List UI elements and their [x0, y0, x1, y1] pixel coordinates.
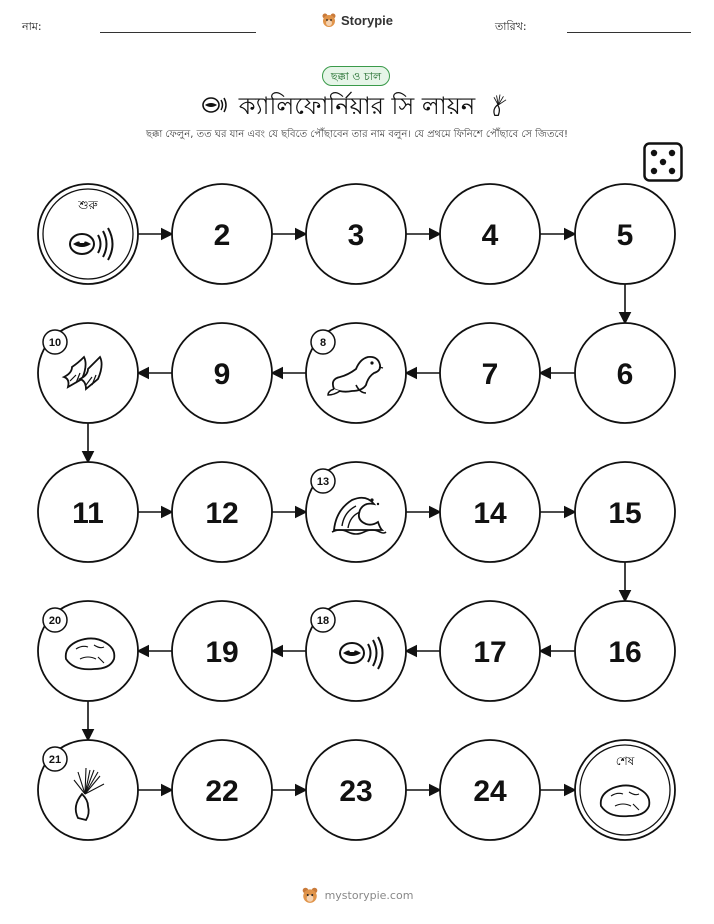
board-cell-14[interactable] — [440, 462, 540, 562]
board-cell-9[interactable] — [172, 323, 272, 423]
footer — [0, 886, 714, 904]
board-cell-4[interactable] — [440, 184, 540, 284]
cell-number: 11 — [72, 497, 104, 530]
cell-number: 19 — [205, 636, 239, 669]
cell-number-badge: 20 — [48, 615, 62, 627]
cell-number-badge: 8 — [319, 337, 327, 349]
board-cell-16[interactable] — [575, 601, 675, 701]
cell-number-badge: 18 — [316, 615, 330, 627]
board-cell-23[interactable] — [306, 740, 406, 840]
cell-number: 4 — [481, 219, 499, 252]
page-title: ক্যালিফোর্নিয়ার সি লায়ন — [238, 92, 476, 120]
start-label: শুরু — [78, 198, 98, 212]
cell-number: 7 — [481, 358, 499, 391]
footer-url[interactable]: mystorypie.com — [324, 888, 414, 902]
brand-name: Storypie — [340, 12, 393, 28]
cell-number-badge: 10 — [48, 337, 62, 349]
start-cell[interactable] — [38, 184, 138, 284]
board-cell-3[interactable] — [306, 184, 406, 284]
board-cell-24[interactable] — [440, 740, 540, 840]
board-cell-8[interactable] — [306, 323, 406, 423]
rock-icon — [601, 785, 650, 816]
board-cell-17[interactable] — [440, 601, 540, 701]
board-cells — [38, 184, 675, 840]
instructions: ছক্কা ফেলুন, তত ঘর যান এবং যে ছবিতে পৌঁছাবেন তার নাম বলুন। যে প্রথমে ফিনিশে পৌঁছাবে সে জিতবে! — [145, 129, 569, 140]
cell-number: 24 — [473, 775, 507, 808]
board-cell-20[interactable] — [38, 601, 138, 701]
cell-number-badge: 21 — [48, 754, 62, 766]
cell-number: 6 — [616, 358, 634, 391]
finish-label: শেষ — [615, 754, 635, 768]
cell-number: 2 — [213, 219, 231, 252]
cell-number: 5 — [616, 219, 634, 252]
date-label: তারিখ: — [495, 20, 527, 33]
cell-number: 9 — [213, 358, 231, 391]
game-type-badge: ছক্কা ও চাল — [322, 66, 390, 86]
board-cell-7[interactable] — [440, 323, 540, 423]
cell-number: 15 — [608, 497, 642, 530]
finish-cell[interactable] — [575, 740, 675, 840]
board-cell-11[interactable] — [38, 462, 138, 562]
bear-mascot-icon — [301, 886, 319, 904]
cell-number-badge: 13 — [316, 476, 330, 488]
board-cell-12[interactable] — [172, 462, 272, 562]
cell-number: 3 — [347, 219, 365, 252]
cell-number: 16 — [608, 636, 642, 669]
cell-number: 23 — [339, 775, 373, 808]
board-cell-21[interactable] — [38, 740, 138, 840]
cell-number: 17 — [473, 636, 507, 669]
cell-number: 14 — [473, 497, 507, 530]
board-cell-5[interactable] — [575, 184, 675, 284]
rock-icon — [66, 638, 115, 669]
board-cell-6[interactable] — [575, 323, 675, 423]
board-cell-18[interactable] — [306, 601, 406, 701]
board-cell-19[interactable] — [172, 601, 272, 701]
board-cell-10[interactable] — [38, 323, 138, 423]
board-cell-15[interactable] — [575, 462, 675, 562]
board-cell-13[interactable] — [306, 462, 406, 562]
name-label: নাম: — [22, 20, 42, 33]
cell-number: 22 — [205, 775, 239, 808]
cell-number: 12 — [205, 497, 239, 530]
board-cell-22[interactable] — [172, 740, 272, 840]
board-cell-2[interactable] — [172, 184, 272, 284]
